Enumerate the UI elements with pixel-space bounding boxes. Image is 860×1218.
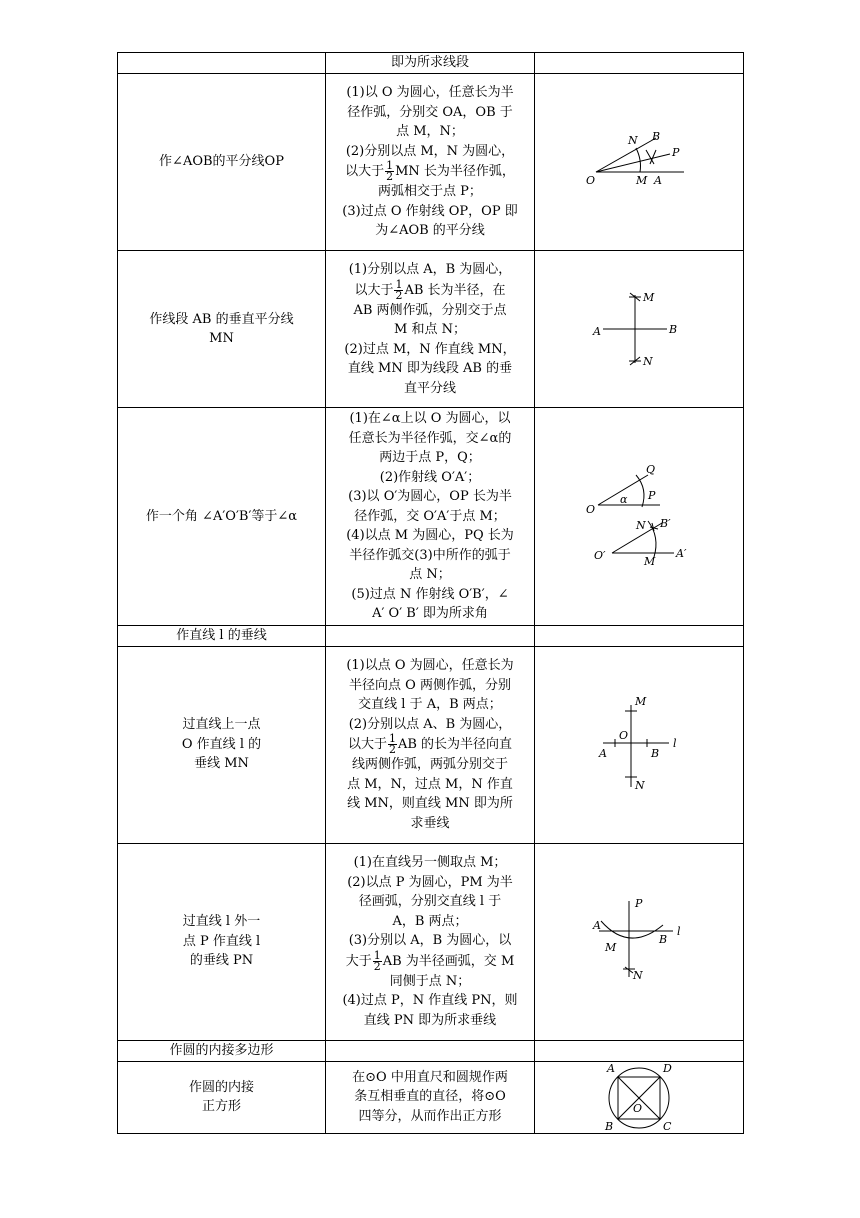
svg-text:M: M [644, 555, 656, 569]
perpendicular-from-point-figure [589, 897, 689, 987]
table-row [118, 1040, 744, 1061]
svg-text:P: P [672, 146, 680, 159]
svg-text:P: P [648, 489, 656, 503]
svg-text:O: O [633, 1102, 643, 1115]
steps-cell: (1)以 O 为圆心，任意长为半 径作弧，分别交 OA，OB 于 点 M，N； (2)分别以点 M，N 为圆心， 以大于 $\frac{1}{2}$ MN 长为半径作弧， 两弧相交于点 P； (3)过点 O 作射线 OP，OP 即 为∠AOB 的平分线 [326, 74, 535, 251]
inscribed-square-figure [599, 1062, 679, 1132]
steps-cell: (1)在∠α上以 O 为圆心，以 任意长为半径作弧，交∠α的 两边于点 P，Q； (2)作射线 O′A′； (3)以 O′为圆心，OP 长为半 径作弧，交 O′A′于点 M； (4)以点 M 为圆心，PQ 长为 半径作弧交(3)中所作的弧于 点 N； (5)过点 N 作射线 O′B′，∠ A′ O′ B′ 即为所求角 [326, 408, 535, 626]
steps-cell: (1)分别以点 A，B 为圆心， 以大于 $\frac{1}{2}$ AB 长为半径，在 AB 两侧作弧，分别交于点 M 和点 N； (2)过点 M，N 作直线 MN， 直线 MN 即为线段 AB 的垂 直平分线 [326, 251, 535, 408]
figure-cell [535, 1061, 744, 1133]
table-row [118, 408, 744, 626]
svg-text:P: P [635, 896, 643, 910]
perpendicular-through-point-figure [589, 697, 689, 793]
table-row [118, 1061, 744, 1133]
svg-text:M: M [635, 696, 647, 708]
svg-text:N: N [633, 968, 643, 982]
table-row [118, 843, 744, 1040]
svg-text:N: N [643, 355, 653, 367]
fraction-half: $\frac{1}{2}$ [388, 732, 396, 756]
section-header: 作圆的内接多边形 [118, 1040, 326, 1061]
svg-text:O: O [586, 503, 596, 517]
steps-cell: (1)在直线另一侧取点 M； (2)以点 P 为圆心，PM 为半 径画弧，分别交直线 l 于 A，B 两点； (3)分别以 A，B 为圆心，以 大于 $\frac{1}{2}$ AB 为半径画弧，交 M 同侧于点 N； (4)过点 P，N 作直线 PN，则 直线 PN 即为所求垂线 [326, 843, 535, 1040]
steps-cell: (1)以点 O 为圆心，任意长为 半径向点 O 两侧作弧，分别 交直线 l 于 A，B 两点； (2)分别以点 A、B 为圆心， 以大于 $\frac{1}{2}$ AB 的长为半径向直 线两侧作弧，两弧分别交于 点 M，N，过点 M，N 作直 线 MN，则直线 MN 即为所 求垂线 [326, 646, 535, 843]
fraction-half: $\frac{1}{2}$ [395, 277, 403, 302]
copy-angle-figure [584, 461, 694, 571]
svg-text:A: A [593, 325, 601, 338]
perpendicular-bisector-figure [589, 291, 689, 367]
figure-cell [535, 74, 744, 251]
svg-text:O: O [586, 174, 596, 187]
figure-cell [535, 251, 744, 408]
method-cell: 过直线 l 外一 点 P 作直线 l 的垂线 PN [118, 843, 326, 1040]
svg-text:Q: Q [646, 463, 656, 477]
svg-text:A: A [599, 746, 607, 760]
steps-cell: 在⊙O 中用直尺和圆规作两 条互相垂直的直径，将⊙O 四等分，从而作出正方形 [326, 1061, 535, 1133]
fraction-half: $\frac{1}{2}$ [386, 159, 394, 184]
method-cell: 过直线上一点 O 作直线 l 的 垂线 MN [118, 646, 326, 843]
method-cell: 作圆的内接 正方形 [118, 1061, 326, 1133]
svg-text:B: B [651, 746, 660, 760]
svg-text:N: N [635, 778, 645, 792]
svg-text:B: B [659, 932, 668, 946]
svg-text:M: M [605, 940, 617, 954]
svg-text:A: A [654, 174, 662, 187]
svg-text:B′: B′ [660, 517, 671, 531]
svg-text:B: B [652, 132, 661, 143]
svg-text:l: l [673, 736, 677, 750]
svg-text:B: B [669, 323, 678, 336]
svg-text:N: N [628, 134, 638, 147]
svg-text:l: l [677, 924, 681, 938]
svg-text:A: A [593, 918, 601, 932]
method-cell: 作一个角 ∠A′O′B′等于∠α [118, 408, 326, 626]
svg-text:O: O [619, 728, 629, 742]
svg-text:α: α [620, 493, 628, 507]
svg-text:B: B [605, 1120, 614, 1132]
steps-cell: 即为所求线段 [326, 53, 535, 74]
figure-cell [535, 646, 744, 843]
figure-cell [535, 53, 744, 74]
section-header: 作直线 l 的垂线 [118, 625, 326, 646]
table-row [118, 646, 744, 843]
method-cell [118, 53, 326, 74]
method-cell: 作∠AOB的平分线OP [118, 74, 326, 251]
method-cell: 作线段 AB 的垂直平分线 MN [118, 251, 326, 408]
table-row [118, 74, 744, 251]
svg-text:A′: A′ [676, 547, 687, 561]
svg-text:O′: O′ [594, 549, 606, 563]
construction-table [117, 52, 744, 1134]
table-row [118, 53, 744, 74]
svg-text:A: A [607, 1062, 615, 1075]
angle-bisector-figure [584, 132, 694, 192]
table-row [118, 251, 744, 408]
svg-text:N: N [636, 519, 646, 533]
svg-text:M: M [636, 174, 648, 187]
svg-text:D: D [663, 1062, 672, 1075]
svg-text:C: C [663, 1120, 672, 1132]
table-row [118, 625, 744, 646]
fraction-half: $\frac{1}{2}$ [373, 948, 381, 973]
svg-text:M: M [643, 291, 655, 304]
figure-cell [535, 843, 744, 1040]
figure-cell [535, 408, 744, 626]
